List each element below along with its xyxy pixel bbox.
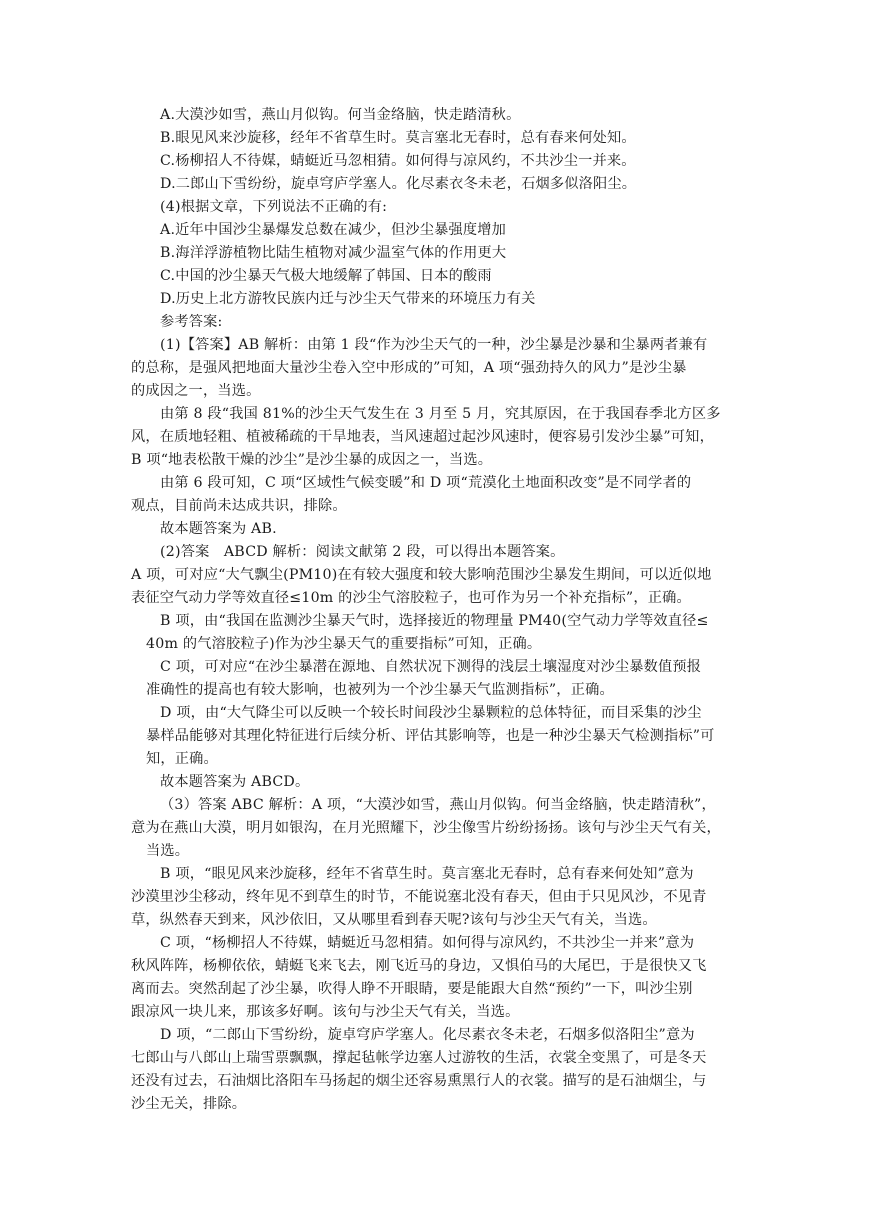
q4-option-c-line: C.中国的沙尘暴天气极大地缓解了韩国、日本的酸雨 xyxy=(160,268,492,284)
answer-1-text: 由第 6 段可知，C 项“区域性气候变暖”和 D 项“荒漠化土地面积改变”是不同学者的 xyxy=(160,475,692,491)
answer-3-text: 草，纵然春天到来，风沙依旧，又从哪里看到春天呢?该句与沙尘天气有关，当选。 xyxy=(131,912,657,928)
answer-2-text: 表征空气动力学等效直径≤10m 的沙尘气溶胶粒子，也可作为另一个补充指标”，正确。 xyxy=(131,590,691,606)
answer-1-text: 观点，目前尚未达成共识，排除。 xyxy=(131,498,347,514)
answer-1-text: 的成因之一，当选。 xyxy=(131,383,261,399)
option-d-line: D.二郎山下雪纷纷，旋卓穹庐学塞人。化尽素衣冬未老，石烟多似洛阳尘。 xyxy=(160,176,637,192)
answer-3-text: （3）答案 ABC 解析：A 项，“大漠沙如雪，燕山月似钩。何当金络脑，快走踏清秋”， xyxy=(160,797,716,813)
answer-1-text: B 项“地表松散干燥的沙尘”是沙尘暴的成因之一，当选。 xyxy=(131,452,493,468)
answer-3-text: 还没有过去，石油烟比洛阳车马扬起的烟尘还容易熏黑行人的衣裳。描写的是石油烟尘，与 xyxy=(131,1073,707,1089)
answer-2-text: B 项，由“我国在监测沙尘暴天气时，选择接近的物理量 PM40(空气动力学等效直径≤ xyxy=(160,613,709,629)
answer-2-text: 准确性的提高也有较大影响，也被列为一个沙尘暴天气监测指标”，正确。 xyxy=(146,682,614,698)
answer-2-text: A 项，可对应“大气飘尘(PM10)在有较大强度和较大影响范围沙尘暴发生期间，可以近似地 xyxy=(131,567,712,583)
answer-2-text: 暴样品能够对其理化特征进行后续分析、评估其影响等，也是一种沙尘暴天气检测指标”可 xyxy=(146,728,715,744)
answer-1-text: (1)【答案】AB 解析：由第 1 段“作为沙尘天气的一种，沙尘暴是沙暴和尘暴两者兼有 xyxy=(160,337,708,353)
question-4-line: (4)根据文章，下列说法不正确的有: xyxy=(160,199,388,215)
answer-1-text: 的总称，是强风把地面大量沙尘卷入空中形成的”可知，A 项“强劲持久的风力”是沙尘暴 xyxy=(131,360,687,376)
answer-3-text: 离而去。突然刮起了沙尘暴，吹得人睁不开眼睛，要是能跟大自然“预约”一下，叫沙尘别 xyxy=(131,981,693,997)
answer-1-text: 由第 8 段“我国 81%的沙尘天气发生在 3 月至 5 月，究其原因，在于我国春季北方区多 xyxy=(160,406,721,422)
answer-3-text: 当选。 xyxy=(146,843,190,859)
answer-1-text: 风，在质地轻粗、植被稀疏的干旱地表，当风速超过起沙风速时，便容易引发沙尘暴”可知， xyxy=(131,429,714,445)
answer-2-text: 知，正确。 xyxy=(146,751,218,767)
answer-2-text: (2)答案 ABCD 解析：阅读文献第 2 段，可以得出本题答案。 xyxy=(160,544,565,560)
answer-3-text: 沙尘无关，排除。 xyxy=(131,1096,247,1112)
answer-2-conclusion: 故本题答案为 ABCD。 xyxy=(160,774,310,790)
option-b-line: B.眼见风来沙旋移，经年不省草生时。莫言塞北无春时，总有春来何处知。 xyxy=(160,130,636,146)
q4-option-a-line: A.近年中国沙尘暴爆发总数在减少，但沙尘暴强度增加 xyxy=(160,222,507,238)
answer-2-text: D 项，由“大气降尘可以反映一个较长时间段沙尘暴颗粒的总体特征，而目采集的沙尘 xyxy=(160,705,702,721)
answer-3-text: 秋风阵阵，杨柳依依，蜻蜓飞来飞去，刚飞近马的身边，又惧伯马的大尾巴，于是很快又飞 xyxy=(131,958,707,974)
answer-3-text: 七郎山与八郎山上瑞雪票飘飘，撑起毡帐学边塞人过游牧的生活，衣裳全变黑了，可是冬天 xyxy=(131,1050,707,1066)
answer-3-text: 跟凉风一块儿来，那该多好啊。该句与沙尘天气有关，当选。 xyxy=(131,1004,520,1020)
answer-2-text: 40m 的气溶胶粒子)作为沙尘暴天气的重要指标”可知，正确。 xyxy=(146,636,542,652)
answer-2-text: C 项，可对应“在沙尘暴潜在源地、自然状况下测得的浅层土壤湿度对沙尘暴数值预报 xyxy=(160,659,702,675)
answer-1-conclusion: 故本题答案为 AB. xyxy=(160,521,277,537)
answer-3-text: C 项，“杨柳招人不待媒，蜻蜓近马忽相猜。如何得与凉风约，不共沙尘一并来”意为 xyxy=(160,935,695,951)
answer-heading: 参考答案: xyxy=(160,314,223,330)
answer-3-text: 沙漠里沙尘移动，终年见不到草生的时节，不能说塞北没有春天，但由于只见风沙，不见青 xyxy=(131,889,707,905)
option-a-line: A.大漠沙如雪，燕山月似钩。何当金络脑，快走踏清秋。 xyxy=(160,107,521,123)
q4-option-b-line: B.海洋浮游植物比陆生植物对减少温室气体的作用更大 xyxy=(160,245,507,261)
answer-3-text: B 项，“眼见风来沙旋移，经年不省草生时。莫言塞北无春时，总有春来何处知”意为 xyxy=(160,866,694,882)
answer-3-text: D 项，“二郎山下雪纷纷，旋卓穹庐学塞人。化尽素衣冬未老，石烟多似洛阳尘”意为 xyxy=(160,1027,695,1043)
answer-3-text: 意为在燕山大漠，明月如银沟，在月光照耀下，沙尘像雪片纷纷扬扬。该句与沙尘天气有关， xyxy=(131,820,721,836)
option-c-line: C.杨柳招人不待媒，蜻蜓近马忽相猜。如何得与凉风约，不共沙尘一并来。 xyxy=(160,153,636,169)
q4-option-d-line: D.历史上北方游牧民族内迁与沙尘天气带来的环境压力有关 xyxy=(160,291,536,307)
